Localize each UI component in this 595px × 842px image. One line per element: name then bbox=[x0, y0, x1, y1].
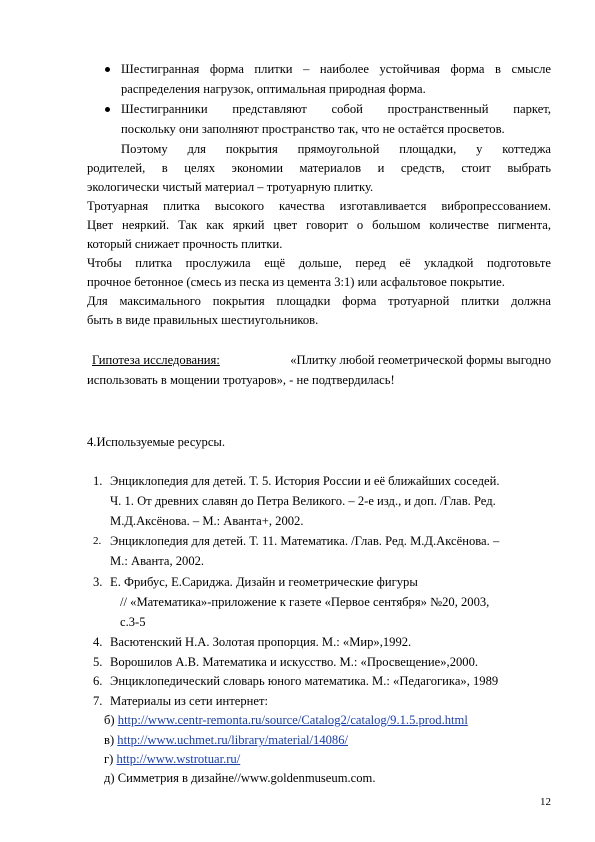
resource-6-line-1: Энциклопедический словарь юного математика. М.: «Педагогика», 1989 bbox=[110, 674, 499, 688]
resource-1-line-3: М.Д.Аксёнова. – М.: Аванта+, 2002. bbox=[110, 514, 304, 528]
resource-number: 3. bbox=[93, 575, 103, 589]
resource-1-line-2: Ч. 1. От древних славян до Петра Великого. – 2-е изд., и доп. /Глав. Ред. bbox=[110, 494, 496, 508]
bullet-icon bbox=[105, 107, 110, 112]
resource-3-line-2: // «Математика»-приложение к газете «Первое сентября» №20, 2003, bbox=[120, 595, 490, 609]
page-number: 12 bbox=[540, 796, 551, 808]
paragraph-2-line-2: Цвет неяркий. Так как яркий цвет говорит о большом количестве пигмента, bbox=[87, 218, 551, 232]
resource-4-line-1: Васютенский Н.А. Золотая пропорция. М.: «Мир»,1992. bbox=[110, 635, 412, 649]
link-prefix: б) bbox=[104, 713, 115, 727]
bullet-2-line-1: Шестигранники представляют собой пространственный паркет, bbox=[121, 102, 551, 116]
paragraph-3-line-1: Чтобы плитка прослужила ещё дольше, перед её укладкой подготовьте bbox=[87, 256, 551, 270]
resources-heading: 4.Используемые ресурсы. bbox=[87, 435, 226, 449]
hypothesis-text: «Плитку любой геометрической формы выгодно bbox=[290, 353, 551, 367]
link-row bbox=[104, 751, 240, 767]
paragraph-4-line-1: Для максимального покрытия площадки форма тротуарной плитки должна bbox=[87, 294, 551, 308]
hypothesis-label: Гипотеза исследования: bbox=[92, 353, 220, 367]
bullet-1-line-2: распределения нагрузок, оптимальная природная форма. bbox=[121, 82, 426, 96]
resource-3-line-3: с.3-5 bbox=[120, 615, 146, 629]
hypothesis-line-1 bbox=[87, 352, 551, 368]
link-prefix: в) bbox=[104, 733, 115, 747]
resource-3-line-1: Е. Фрибус, Е.Сариджа. Дизайн и геометрические фигуры bbox=[110, 575, 418, 589]
resource-5-line-1: Ворошилов А.В. Математика и искусство. М.: «Просвещение»,2000. bbox=[110, 655, 479, 669]
bullet-icon bbox=[105, 67, 110, 72]
paragraph-1-line-3: экологически чистый материал – тротуарную плитку. bbox=[87, 180, 374, 194]
hypothesis-line-2: использовать в мощении тротуаров», - не подтвердилась! bbox=[87, 373, 395, 387]
resource-2-line-2: М.: Аванта, 2002. bbox=[110, 554, 205, 568]
resource-link[interactable]: http://www.wstrotuar.ru/ bbox=[116, 752, 241, 766]
resource-2-line-1: Энциклопедия для детей. Т. 11. Математика. /Глав. Ред. М.Д.Аксёнова. – bbox=[110, 534, 500, 548]
resource-link[interactable]: http://www.centr-remonta.ru/source/Catalog2/catalog/9.1.5.prod.html bbox=[117, 713, 468, 727]
paragraph-3-line-2: прочное бетонное (смесь из песка из цемента 3:1) или асфальтовое покрытие. bbox=[87, 275, 505, 289]
resource-number: 7. bbox=[93, 694, 103, 708]
bullet-1-line-1: Шестигранная форма плитки – наиболее устойчивая форма в смысле bbox=[121, 62, 551, 76]
resource-number: 1. bbox=[93, 474, 103, 488]
bullet-2-line-2: поскольку они заполняют пространство так, что не остаётся просветов. bbox=[121, 122, 505, 136]
resource-number: 5. bbox=[93, 655, 103, 669]
resource-number: 4. bbox=[93, 635, 103, 649]
link-prefix: г) bbox=[104, 752, 114, 766]
paragraph-2-line-1: Тротуарная плитка высокого качества изготавливается вибропрессованием. bbox=[87, 199, 551, 213]
paragraph-2-line-3: который снижает прочность плитки. bbox=[87, 237, 283, 251]
resource-last-item: д) Симметрия в дизайне//www.goldenmuseum.com. bbox=[104, 771, 376, 785]
paragraph-1-line-1: Поэтому для покрытия прямоугольной площадки, у коттеджа bbox=[121, 142, 551, 156]
resource-number: 6. bbox=[93, 674, 103, 688]
resource-1-line-1: Энциклопедия для детей. Т. 5. История России и её ближайших соседей. bbox=[110, 474, 500, 488]
paragraph-1-line-2: родителей, в целях экономии материалов и средств, стоит выбрать bbox=[87, 161, 551, 175]
paragraph-4-line-2: быть в виде правильных шестиугольников. bbox=[87, 313, 319, 327]
link-row bbox=[104, 712, 468, 728]
resource-number: 2. bbox=[93, 535, 102, 547]
link-row bbox=[104, 732, 348, 748]
resource-7-line-1: Материалы из сети интернет: bbox=[110, 694, 268, 708]
resource-link[interactable]: http://www.uchmet.ru/library/material/14086/ bbox=[117, 733, 349, 747]
